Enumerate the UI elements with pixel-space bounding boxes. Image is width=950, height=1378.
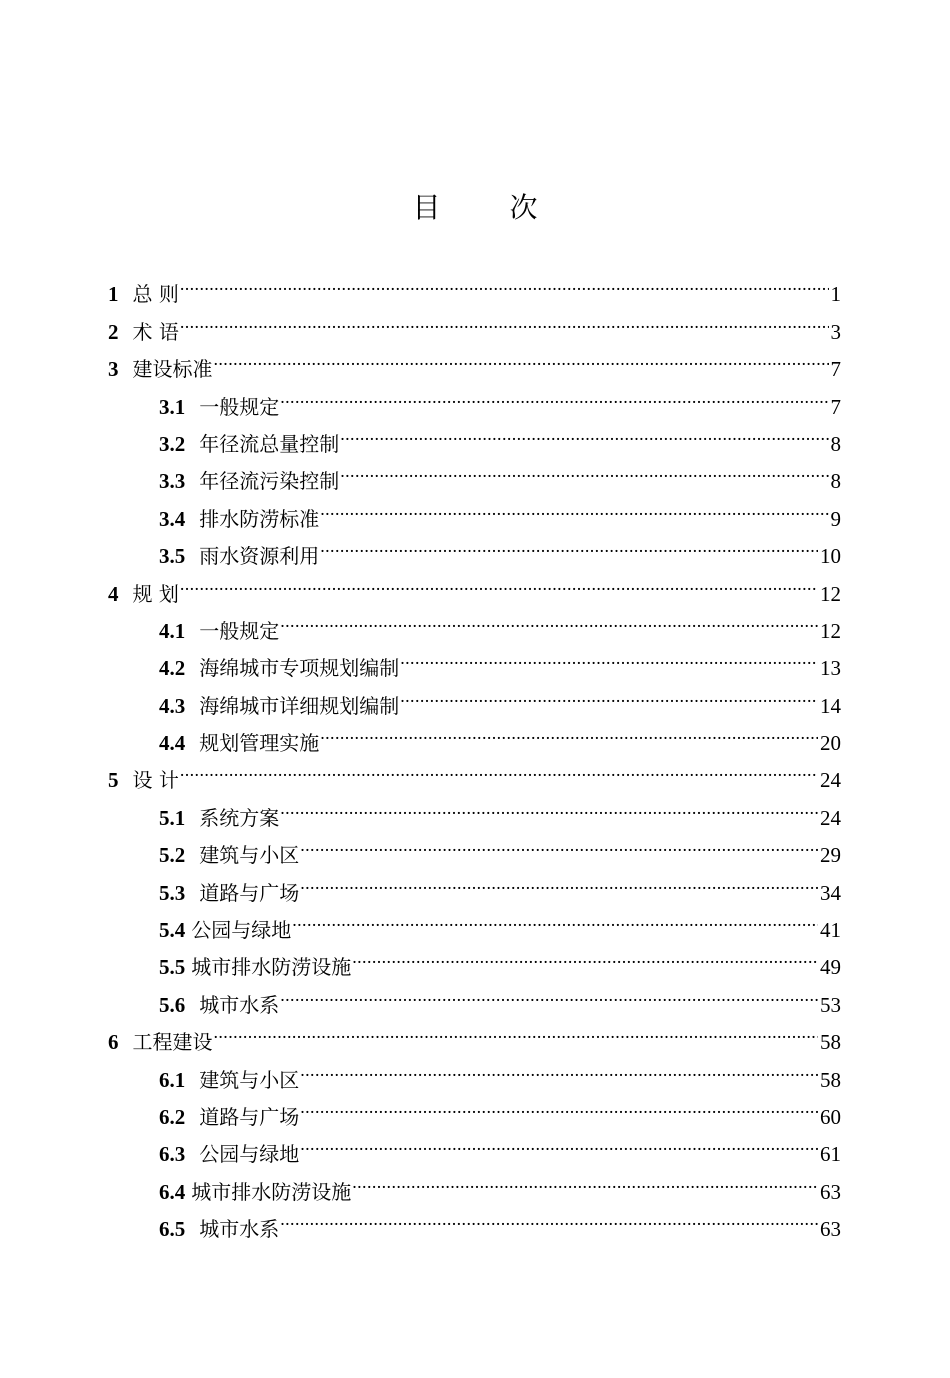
toc-entry-title: 公园与绿地 bbox=[199, 1142, 300, 1167]
toc-entry-page: 58 bbox=[820, 1030, 841, 1055]
toc-entry-number: 3.4 bbox=[159, 506, 186, 531]
toc-entry-title: 海绵城市专项规划编制 bbox=[199, 656, 400, 681]
toc-dot-leader bbox=[214, 339, 829, 376]
toc-entry-title: 排水防涝标准 bbox=[199, 506, 320, 531]
toc-dot-leader bbox=[280, 1199, 818, 1236]
toc-entry-title: 道路与广场 bbox=[199, 1104, 300, 1129]
toc-dot-leader bbox=[320, 488, 828, 525]
toc-entry-page: 34 bbox=[820, 880, 841, 905]
toc-dot-leader bbox=[300, 1124, 818, 1161]
toc-entry-number: 3 bbox=[108, 357, 119, 382]
toc-entry-page: 13 bbox=[820, 656, 841, 681]
toc-entry-title: 建筑与小区 bbox=[199, 1067, 300, 1092]
toc-entry-number: 5.3 bbox=[159, 880, 186, 905]
toc-entry-title: 年径流总量控制 bbox=[199, 431, 340, 456]
toc-entry-number: 6.3 bbox=[159, 1142, 186, 1167]
toc-entry-title: 城市水系 bbox=[199, 1217, 280, 1242]
toc-entry-page: 7 bbox=[830, 357, 841, 382]
toc-dot-leader bbox=[280, 601, 818, 638]
toc-entry-page: 12 bbox=[820, 581, 841, 606]
toc-entry-title: 城市水系 bbox=[199, 992, 280, 1017]
toc-entry-number: 3.2 bbox=[159, 431, 186, 456]
toc-entry-title: 总 则 bbox=[132, 282, 179, 307]
toc-entry-page: 60 bbox=[820, 1104, 841, 1129]
toc-entry-number: 5.1 bbox=[159, 805, 186, 830]
toc-entry-number: 6.5 bbox=[159, 1217, 186, 1242]
toc-entry-title: 海绵城市详细规划编制 bbox=[199, 693, 400, 718]
toc-dot-leader bbox=[352, 937, 818, 974]
toc-entry[interactable] bbox=[108, 787, 841, 830]
toc-entry-title: 设 计 bbox=[132, 768, 179, 793]
toc-entry-page: 61 bbox=[820, 1142, 841, 1167]
toc-entry-number: 6 bbox=[108, 1030, 119, 1055]
toc-dot-leader bbox=[340, 414, 828, 451]
toc-entry-number: 5.6 bbox=[159, 992, 186, 1017]
toc-entry-page: 12 bbox=[820, 618, 841, 643]
toc-entry-page: 58 bbox=[820, 1067, 841, 1092]
toc-dot-leader bbox=[300, 862, 818, 899]
toc-entry[interactable] bbox=[108, 1012, 841, 1055]
toc-entry[interactable] bbox=[108, 563, 841, 606]
toc-entry-page: 3 bbox=[830, 319, 841, 344]
toc-entry-title: 城市排水防涝设施 bbox=[191, 1179, 352, 1204]
toc-entry-number: 6.4 bbox=[159, 1179, 186, 1204]
toc-entry-number: 6.1 bbox=[159, 1067, 186, 1092]
toc-entry-page: 8 bbox=[830, 469, 841, 494]
toc-entry-page: 9 bbox=[830, 506, 841, 531]
toc-entry-number: 4 bbox=[108, 581, 119, 606]
toc-entry-number: 5 bbox=[108, 768, 119, 793]
toc-title: 目 次 bbox=[412, 191, 568, 224]
toc-entry[interactable] bbox=[108, 376, 841, 419]
toc-dot-leader bbox=[300, 1049, 818, 1086]
toc-entry-number: 6.2 bbox=[159, 1104, 186, 1129]
toc-entry[interactable] bbox=[108, 750, 841, 793]
toc-entry-number: 5.2 bbox=[159, 843, 186, 868]
toc-entry-title: 公园与绿地 bbox=[191, 918, 292, 943]
toc-entry-number: 2 bbox=[108, 319, 119, 344]
toc-entry-page: 24 bbox=[820, 805, 841, 830]
toc-entry-title: 年径流污染控制 bbox=[199, 469, 340, 494]
toc-entry-page: 29 bbox=[820, 843, 841, 868]
toc-entry-title: 规 划 bbox=[132, 581, 179, 606]
toc-dot-leader bbox=[300, 1087, 818, 1124]
toc-entry-title: 工程建设 bbox=[132, 1030, 213, 1055]
toc-entry-number: 3.1 bbox=[159, 394, 186, 419]
toc-entry-page: 63 bbox=[820, 1217, 841, 1242]
toc-dot-leader bbox=[300, 825, 818, 862]
toc-entry-page: 24 bbox=[820, 768, 841, 793]
toc-entry-page: 8 bbox=[830, 431, 841, 456]
toc-entry-number: 4.3 bbox=[159, 693, 186, 718]
toc-entry[interactable] bbox=[108, 1049, 841, 1092]
toc-entry-number: 4.1 bbox=[159, 618, 186, 643]
toc-entry-title: 道路与广场 bbox=[199, 880, 300, 905]
toc-entry-number: 5.4 bbox=[159, 918, 186, 943]
toc-dot-leader bbox=[280, 376, 828, 413]
toc-dot-leader bbox=[180, 301, 829, 338]
toc-dot-leader bbox=[180, 563, 818, 600]
toc-entry[interactable] bbox=[108, 601, 841, 643]
toc-dot-leader bbox=[180, 750, 818, 787]
toc-entry-page: 10 bbox=[820, 544, 841, 569]
toc-dot-leader bbox=[320, 713, 818, 750]
toc-entry[interactable] bbox=[108, 264, 841, 307]
toc-entry-page: 41 bbox=[820, 918, 841, 943]
toc-entry-page: 7 bbox=[830, 394, 841, 419]
toc-entry-title: 雨水资源利用 bbox=[199, 544, 320, 569]
toc-entry-page: 20 bbox=[820, 731, 841, 756]
toc-entry-page: 49 bbox=[820, 955, 841, 980]
toc-entry-page: 1 bbox=[830, 282, 841, 307]
toc-entry-title: 一般规定 bbox=[199, 394, 280, 419]
toc-dot-leader bbox=[180, 264, 829, 301]
toc-entry-title: 城市排水防涝设施 bbox=[191, 955, 352, 980]
toc-dot-leader bbox=[352, 1161, 818, 1198]
toc-dot-leader bbox=[400, 638, 818, 675]
toc-entry-title: 系统方案 bbox=[199, 805, 280, 830]
table-of-contents bbox=[108, 264, 841, 1242]
toc-dot-leader bbox=[340, 451, 828, 488]
toc-entry-title: 规划管理实施 bbox=[199, 731, 320, 756]
toc-entry-number: 1 bbox=[108, 282, 119, 307]
toc-dot-leader bbox=[280, 974, 818, 1011]
toc-entry-title: 术 语 bbox=[132, 319, 179, 344]
toc-entry-page: 63 bbox=[820, 1179, 841, 1204]
toc-entry-title: 一般规定 bbox=[199, 618, 280, 643]
toc-entry-title: 建设标准 bbox=[132, 357, 213, 382]
toc-entry-page: 14 bbox=[820, 693, 841, 718]
toc-dot-leader bbox=[400, 675, 818, 712]
toc-entry-number: 4.4 bbox=[159, 731, 186, 756]
toc-dot-leader bbox=[320, 526, 818, 563]
toc-entry-number: 3.5 bbox=[159, 544, 186, 569]
toc-entry-title: 建筑与小区 bbox=[199, 843, 300, 868]
toc-dot-leader bbox=[280, 787, 818, 824]
toc-entry-page: 53 bbox=[820, 992, 841, 1017]
toc-entry-number: 3.3 bbox=[159, 469, 186, 494]
toc-entry-number: 5.5 bbox=[159, 955, 186, 980]
toc-dot-leader bbox=[214, 1012, 819, 1049]
toc-entry[interactable] bbox=[108, 339, 841, 382]
toc-entry-number: 4.2 bbox=[159, 656, 186, 681]
toc-dot-leader bbox=[292, 900, 818, 937]
toc-entry[interactable] bbox=[108, 301, 841, 344]
